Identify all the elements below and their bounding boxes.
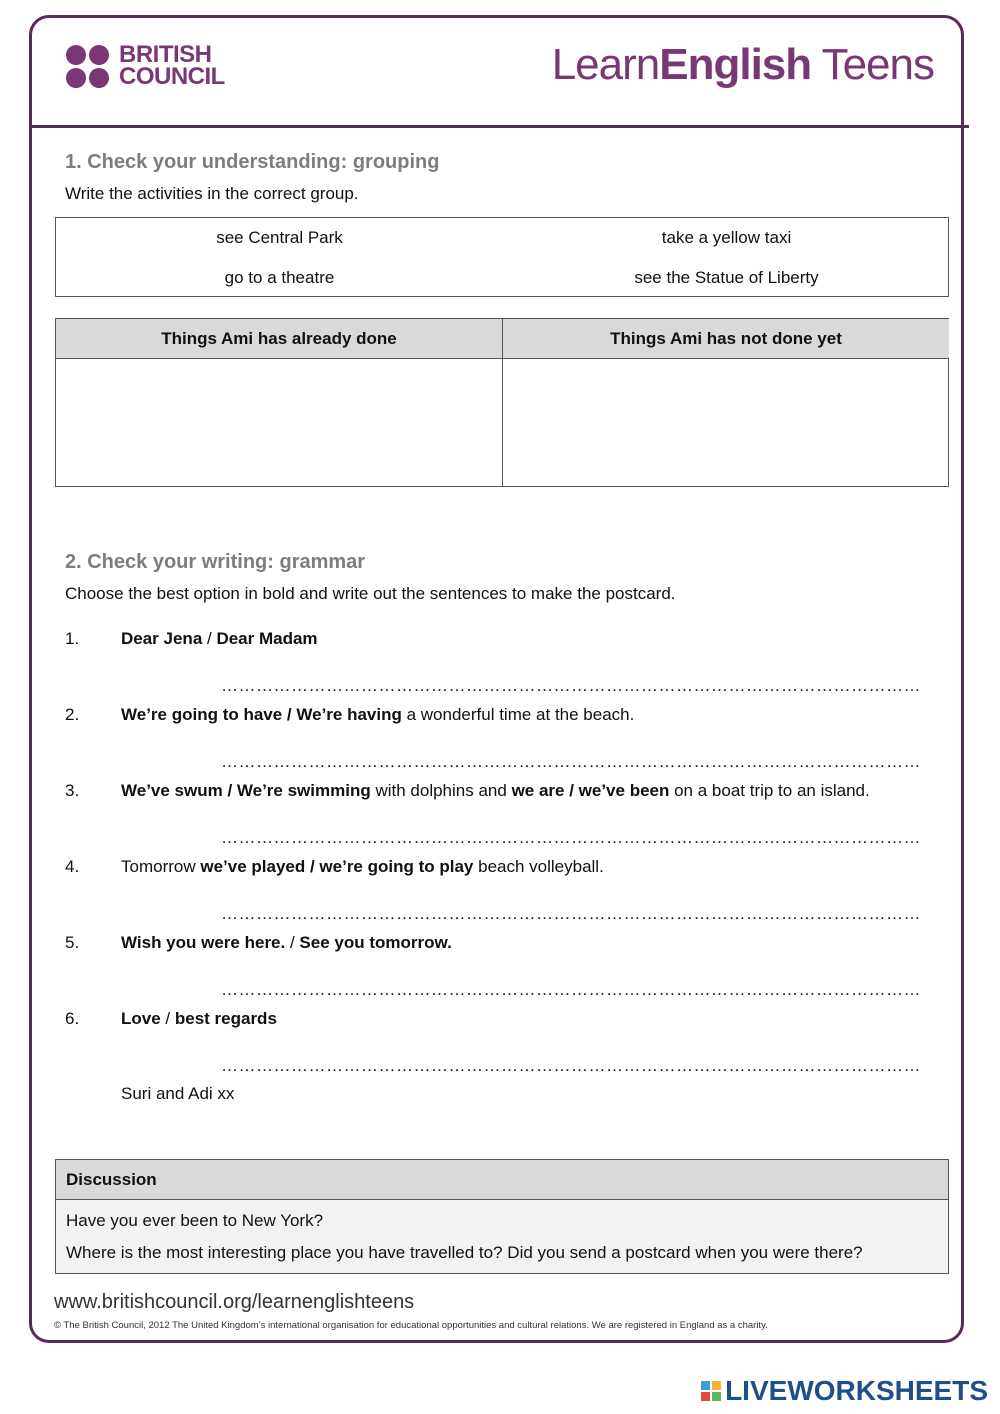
item-number: 4. [65,857,80,876]
grouping-table [55,318,949,487]
answer-line[interactable]: ………………………………………………………………………………………………………… [221,904,921,923]
answer-line[interactable]: ………………………………………………………………………………………………………… [221,828,921,847]
item-sentence [121,857,604,877]
let-logo-teens: Teens [811,40,934,89]
item-number: 2. [65,705,80,724]
bc-logo-line1: BRITISH [119,41,212,68]
footer-copyright: © The British Council, 2012 The United Kingdom’s international organisation for educational opportunities and cultural relations. We are registered in England as a charity. [54,1320,768,1331]
word-box [55,217,949,297]
item-sentence [121,1009,277,1029]
liveworksheets-icon [701,1381,721,1401]
bold-option: best regards [174,1009,277,1028]
item-sentence [121,781,870,801]
answer-line[interactable]: ………………………………………………………………………………………………………… [221,980,921,999]
item-number: 1. [65,629,80,648]
discussion-question: Where is the most interesting place you have travelled to? Did you send a postcard when you were there? [66,1243,863,1262]
british-council-dots-icon [66,45,109,88]
table-header-done: Things Ami has already done [56,319,502,359]
sentence-text: on a boat trip to an island. [669,781,870,800]
header-divider [29,125,969,128]
table-divider [502,319,503,486]
sentence-text: / [202,629,217,648]
sentence-text: beach volleyball. [473,857,604,876]
item-number: 6. [65,1009,80,1028]
table-header-not-done: Things Ami has not done yet [503,319,949,359]
sentence-text: with dolphins and [370,781,512,800]
bold-option: We’ve swum / We’re swimming [121,781,371,800]
section1-title: 1. Check your understanding: grouping [65,151,440,173]
sentence-text: / [285,933,300,952]
liveworksheets-logo [701,1375,988,1407]
sentence-text: / [160,1009,175,1028]
word-item: see the Statue of Liberty [634,268,819,287]
bold-option: Dear Jena [121,629,203,648]
bold-option: Love [121,1009,161,1028]
bold-option: we are / we’ve been [511,781,670,800]
bold-option: we’ve played / we’re going to play [200,857,474,876]
british-council-logo [66,41,225,90]
learnenglish-teens-logo [552,40,934,90]
bold-option: See you tomorrow. [299,933,452,952]
discussion-heading: Discussion [56,1160,948,1200]
word-item: see Central Park [216,228,343,247]
section2-instruction: Choose the best option in bold and write out the sentences to make the postcard. [65,584,676,603]
section2-title: 2. Check your writing: grammar [65,551,366,573]
item-number: 5. [65,933,80,952]
bold-option: Wish you were here. [121,933,286,952]
answer-line[interactable]: ………………………………………………………………………………………………………… [221,676,921,695]
bold-option: We’re going to have / We’re having [121,705,402,724]
postcard-signature: Suri and Adi xx [121,1084,235,1103]
item-sentence [121,705,634,725]
answer-line[interactable]: ………………………………………………………………………………………………………… [221,752,921,771]
word-item: take a yellow taxi [661,228,792,247]
sentence-text: a wonderful time at the beach. [401,705,635,724]
bold-option: Dear Madam [216,629,318,648]
footer-url[interactable]: www.britishcouncil.org/learnenglishteens [54,1291,415,1313]
word-item: go to a theatre [224,268,335,287]
item-number: 3. [65,781,80,800]
let-logo-english: English [659,40,812,89]
discussion-question: Have you ever been to New York? [66,1211,324,1230]
item-sentence [121,629,318,649]
item-sentence [121,933,452,953]
let-logo-learn: Learn [551,40,660,89]
section1-instruction: Write the activities in the correct group. [65,184,359,203]
answer-line[interactable]: ………………………………………………………………………………………………………… [221,1056,921,1075]
bc-logo-line2: COUNCIL [119,63,225,90]
sentence-text: Tomorrow [121,857,201,876]
discussion-box [55,1159,949,1274]
liveworksheets-text: LIVEWORKSHEETS [725,1375,988,1406]
